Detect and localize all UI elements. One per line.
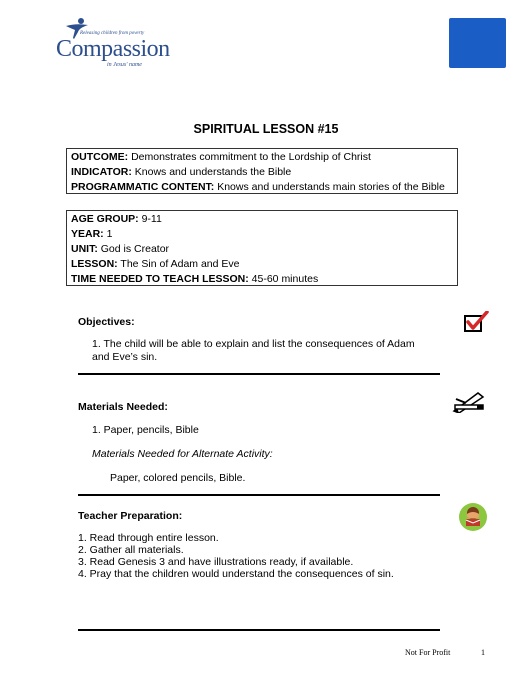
unit-value: God is Creator (97, 243, 170, 255)
list-item: 3. Read Genesis 3 and have illustrations ready, if available. (78, 556, 354, 568)
section-divider (78, 373, 440, 375)
materials-heading: Materials Needed: (78, 401, 168, 413)
section-divider (78, 494, 440, 496)
list-item: 4. Pray that the children would understand the consequences of sin. (78, 568, 394, 580)
age-label: AGE GROUP: (71, 213, 139, 225)
lesson-value: The Sin of Adam and Eve (117, 258, 240, 270)
alternate-materials-heading: Materials Needed for Alternate Activity: (92, 448, 273, 460)
logo-subtitle: in Jesus' name (107, 62, 142, 68)
content-row (71, 180, 453, 195)
list-item: 1. Read through entire lesson. (78, 532, 219, 544)
year-row (71, 227, 453, 242)
reading-child-icon (458, 502, 488, 532)
logo-tagline: Releasing children from poverty (80, 31, 145, 36)
page-number: 1 (481, 648, 485, 657)
outcome-box (66, 148, 458, 194)
age-value: 9-11 (138, 213, 162, 225)
unit-row (71, 242, 453, 257)
age-row (71, 212, 453, 227)
preparation-list (78, 532, 394, 580)
logo-name: Compassion (56, 36, 170, 62)
page-title: SPIRITUAL LESSON #15 (193, 122, 339, 136)
indicator-row (71, 165, 453, 180)
outcome-row (71, 150, 453, 165)
lesson-label: LESSON: (71, 258, 118, 270)
year-value: 1 (103, 228, 113, 240)
section-divider (78, 629, 440, 631)
alternate-materials-text: Paper, colored pencils, Bible. (110, 472, 246, 484)
time-row (71, 272, 453, 287)
objectives-heading: Objectives: (78, 316, 135, 328)
unit-label: UNIT: (71, 243, 98, 255)
checkbox-check-icon (464, 311, 490, 333)
content-label: PROGRAMMATIC CONTENT: (71, 181, 215, 193)
objective-item: 1. The child will be able to explain and list the consequences of Adam and Eve’s sin. (92, 338, 415, 363)
lesson-info-box (66, 210, 458, 286)
pencils-icon (452, 391, 486, 413)
footer-not-for-profit: Not For Profit (405, 648, 451, 657)
content-value: Knows and understands main stories of the Bible (214, 181, 445, 193)
time-value: 45-60 minutes (248, 273, 319, 285)
outcome-label: OUTCOME: (71, 151, 129, 163)
year-label: YEAR: (71, 228, 104, 240)
lesson-row (71, 257, 453, 272)
blue-square-graphic (449, 18, 506, 68)
list-item: 2. Gather all materials. (78, 544, 184, 556)
indicator-label: INDICATOR: (71, 166, 132, 178)
teacher-preparation-heading: Teacher Preparation: (78, 510, 183, 522)
indicator-value: Knows and understands the Bible (131, 166, 292, 178)
compassion-logo (50, 18, 170, 68)
time-label: TIME NEEDED TO TEACH LESSON: (71, 273, 249, 285)
material-item: 1. Paper, pencils, Bible (92, 424, 199, 436)
outcome-value: Demonstrates commitment to the Lordship of Christ (128, 151, 371, 163)
